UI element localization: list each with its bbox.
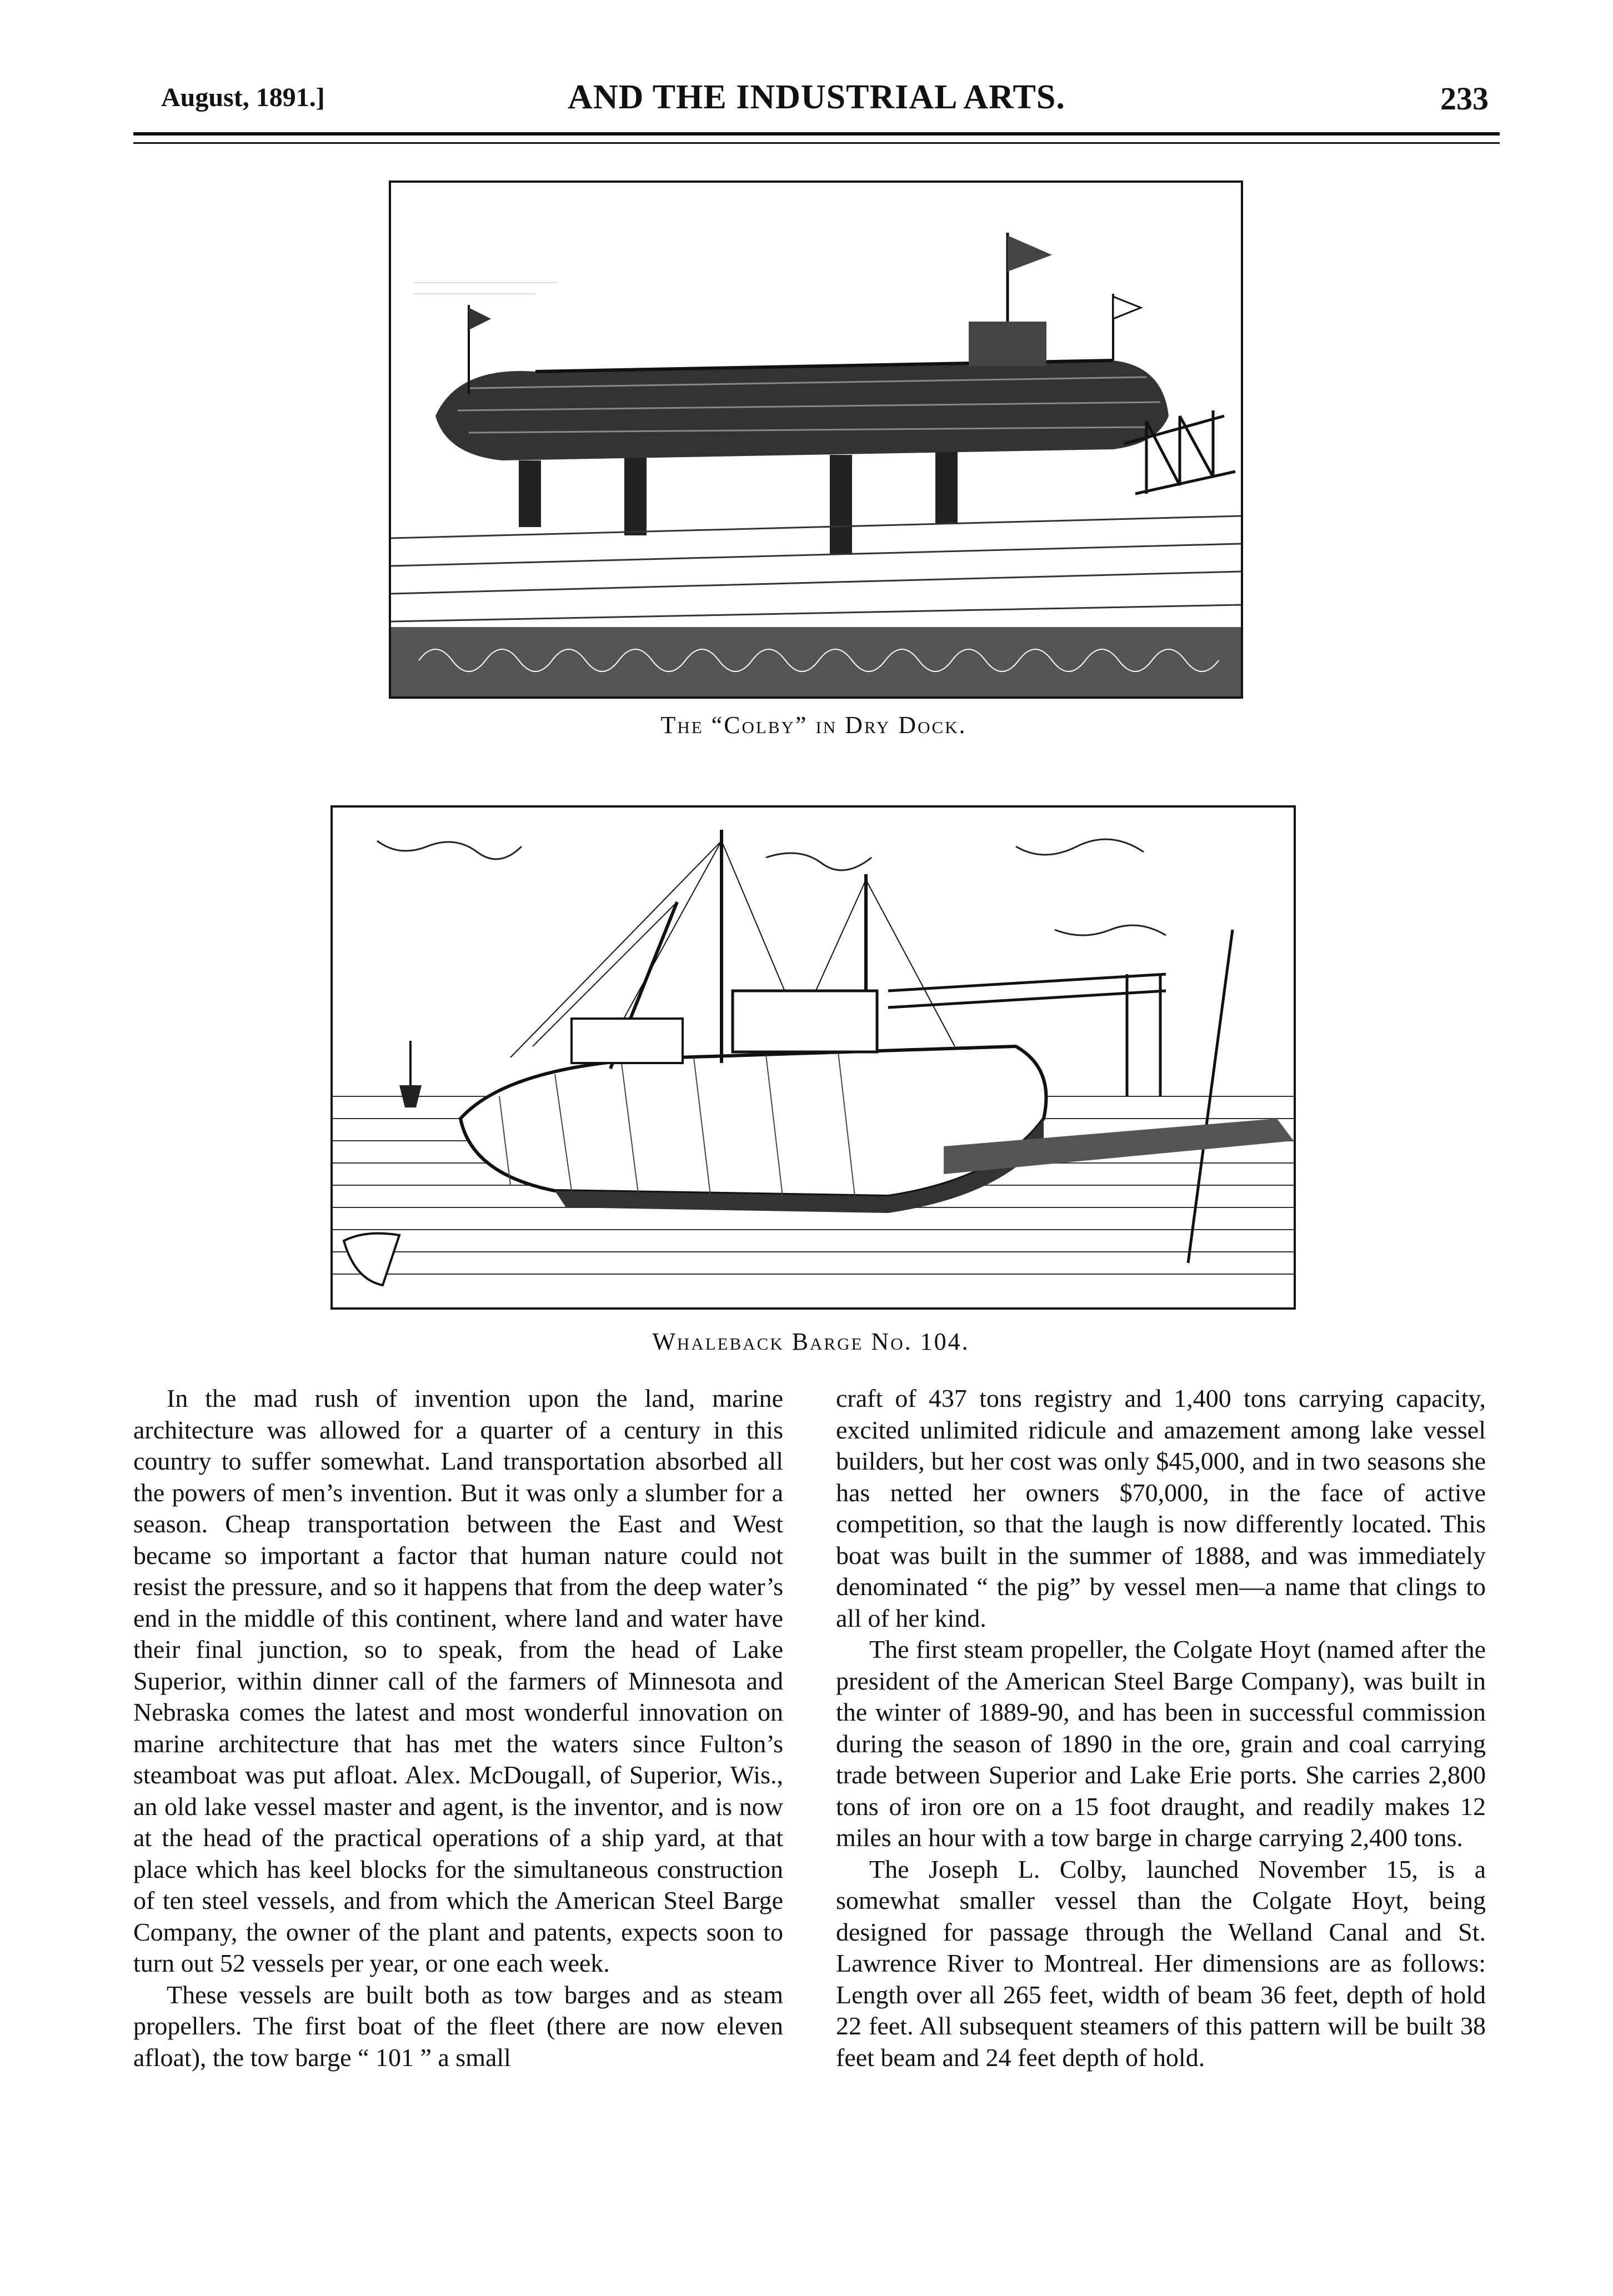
figure-whaleback-barge — [330, 805, 1296, 1310]
paragraph: The first steam propeller, the Colgate Hoyt (named after the president of the American Steel Barge Company), was built in the winter of 1889-90, and has been in successful commission during the season of 1890 in the ore, grain and coal carrying trade between Superior and Lake Erie ports. She carries 2,800 tons of iron ore on a 15 foot draught, and readily makes 12 miles an hour with a tow barge in charge carrying 2,400 tons. — [836, 1635, 1486, 1852]
header-date: August, 1891.] — [161, 83, 325, 112]
paragraph: The Joseph L. Colby, launched November 15, is a somewhat smaller vessel than the Colgate Hoyt, being designed for passage through the Welland Canal and St. Lawrence River to Montreal. Her dimensions are as follows: Length over all 265 feet, width of beam 36 feet, depth of hold 22 feet. All subsequent steamers of this pattern will be built 38 feet beam and 24 feet depth of hold. — [836, 1854, 1486, 2072]
colby-engraving — [391, 183, 1241, 696]
text-column-right — [836, 1383, 1486, 2073]
figure-caption-whaleback: Whaleback Barge No. 104. — [652, 1328, 970, 1355]
figure-colby-dry-dock — [389, 181, 1243, 699]
paragraph: craft of 437 tons registry and 1,400 tons carrying capacity, excited unlimited ridicule and amazement among lake vessel builders, but her cost was only $45,000, and in two seasons she has netted her owners $70,000, in the face of active competition, so that the laugh is now differently located. This boat was built in the summer of 1888, and was immediately denominated “ the pig” by vessel men—a name that clings to all of her kind. — [836, 1384, 1486, 1632]
paragraph: These vessels are built both as tow barges and as steam propellers. The first boat of the fleet (there are now eleven afloat), the tow barge “ 101 ” a small — [133, 1980, 783, 2072]
header-rule-thick — [133, 132, 1500, 136]
text-column-left — [133, 1383, 783, 2073]
header-rule-thin — [133, 142, 1500, 144]
paragraph: In the mad rush of invention upon the land, marine architecture was allowed for a quarter of a century in this country to suffer somewhat. Land transportation absorbed all the powers of men’s invention. But it was only a slumber for a season. Cheap transportation between the East and West became so important a factor that human nature could not resist the pressure, and so it happens that from the deep water’s end in the middle of this continent, where land and water have their final junction, so to speak, from the head of Lake Superior, within dinner call of the farmers of Minnesota and Nebraska comes the latest and most wonderful innovation on marine architecture that has met the waters since Fulton’s steamboat was put afloat. Alex. McDougall, of Superior, Wis., an old lake vessel master and agent, is the inventor, and is now at the head of the practical operations of a ship yard, at that place which has keel blocks for the simultaneous construction of ten steel vessels, and from which the American Steel Barge Company, the owner of the plant and patents, expects soon to turn out 52 vessels per year, or one each week. — [133, 1384, 783, 1977]
whaleback-engraving — [333, 808, 1294, 1307]
figure-caption-colby: The “Colby” in Dry Dock. — [660, 711, 967, 739]
header-title: AND THE INDUSTRIAL ARTS. — [568, 78, 1065, 116]
running-header — [144, 78, 1489, 122]
page-number: 233 — [1440, 81, 1489, 117]
